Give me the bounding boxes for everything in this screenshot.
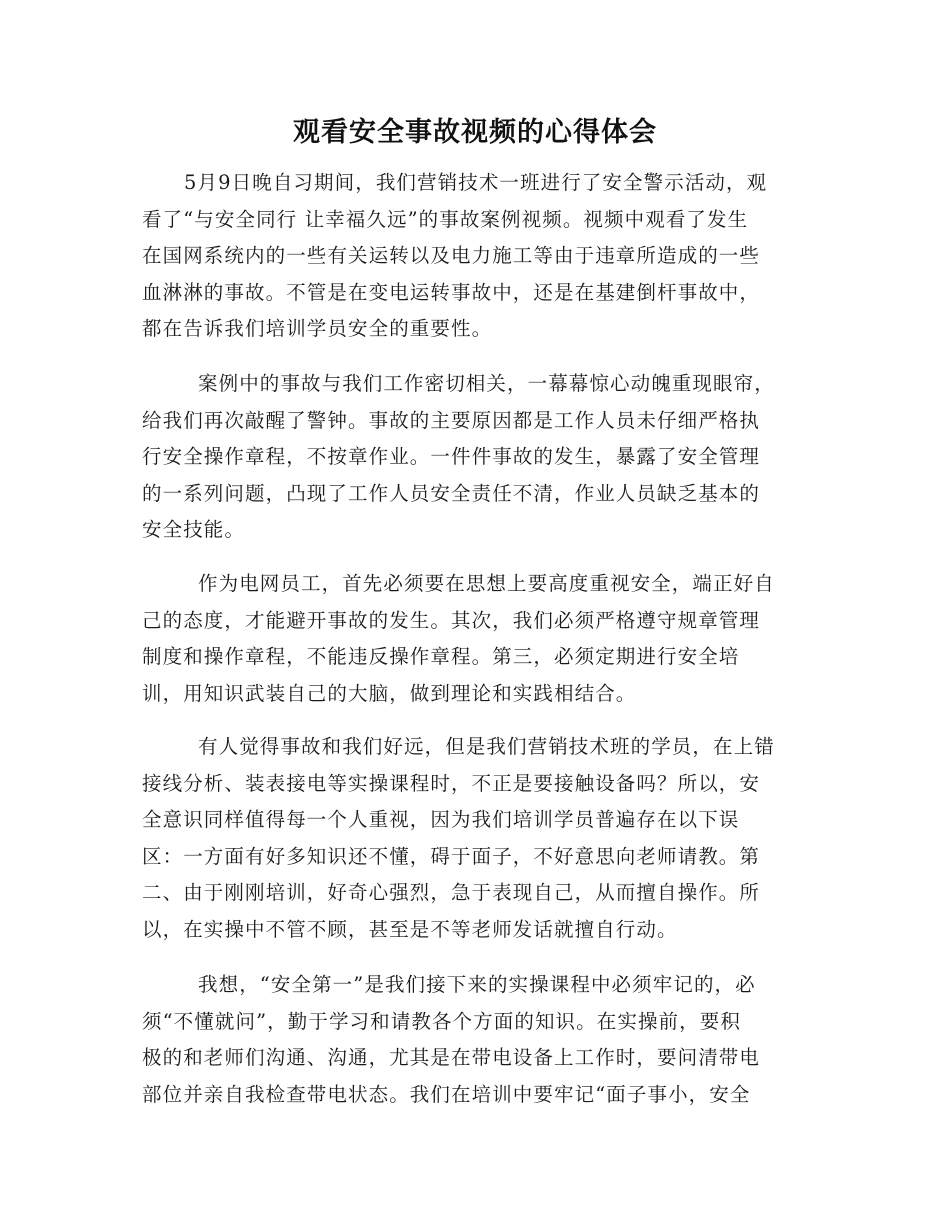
paragraph-2 [142,366,822,549]
paragraph-line: 5月9日晚自习期间，我们营销技术一班进行了安全警示活动，观 [184,171,768,194]
paragraph-line: 看了“与安全同行 让幸福久远”的事故案例视频。视频中观看了发生 [142,207,749,231]
paragraph-line: 区：一方面有好多知识还不懂，碍于面子，不好意思向老师请教。第 [142,844,761,868]
paragraph-line: 都在告诉我们培训学员安全的重要性。 [142,317,493,341]
document-title: 观看安全事故视频的心得体会 [293,117,657,148]
paragraph-line: 我想，“安全第一”是我们接下来的实操课程中必须牢记的，必 [198,973,756,996]
paragraph-line: 己的态度，才能避开事故的发生。其次，我们必须严格遵守规章管理 [142,608,761,632]
paragraph-line: 训，用知识武装自己的大脑，做到理论和实践相结合。 [142,681,637,705]
paragraph-line: 极的和老师们沟通、沟通，尤其是在带电设备上工作时，要问清带电 [142,1046,761,1070]
paragraph-line: 部位并亲自我检查带电状态。我们在培训中要牢记“面子事小，安全 [142,1082,751,1106]
paragraph-line: 接线分析、装表接电等实操课程时，不正是要接触设备吗？所以，安 [142,771,761,795]
paragraph-line: 案例中的事故与我们工作密切相关，一幕幕惊心动魄重现眼帘， [198,372,775,395]
paragraph-line: 制度和操作章程，不能违反操作章程。第三，必须定期进行安全培 [142,645,740,669]
paragraph-line: 作为电网员工，首先必须要在思想上要高度重视安全，端正好自 [198,572,775,595]
paragraph-line: 在国网系统内的一些有关运转以及电力施工等由于违章所造成的一些 [142,244,761,268]
paragraph-line: 全意识同样值得每一个人重视，因为我们培训学员普遍存在以下误 [142,808,740,832]
paragraph-line: 须“不懂就问”，勤于学习和请教各个方面的知识。在实操前，要积 [142,1009,741,1033]
paragraph-1 [142,165,822,348]
paragraph-4 [142,729,822,949]
paragraph-3 [142,566,822,712]
paragraph-line: 以，在实操中不管不顾，甚至是不等老师发话就擅自行动。 [142,917,678,941]
paragraph-line: 行安全操作章程，不按章作业。一件件事故的发生，暴露了安全管理 [142,445,761,469]
paragraph-5 [142,967,822,1113]
paragraph-line: 给我们再次敲醒了警钟。事故的主要原因都是工作人员未仔细严格执 [142,408,761,432]
paragraph-line: 的一系列问题，凸现了工作人员安全责任不清，作业人员缺乏基本的 [142,481,761,505]
paragraph-line: 有人觉得事故和我们好远，但是我们营销技术班的学员，在上错 [198,735,775,758]
paragraph-line: 二、由于刚刚培训，好奇心强烈，急于表现自己，从而擅自操作。所 [142,881,761,905]
paragraph-line: 血淋淋的事故。不管是在变电运转事故中，还是在基建倒杆事故中， [142,280,761,304]
paragraph-line: 安全技能。 [142,518,246,542]
